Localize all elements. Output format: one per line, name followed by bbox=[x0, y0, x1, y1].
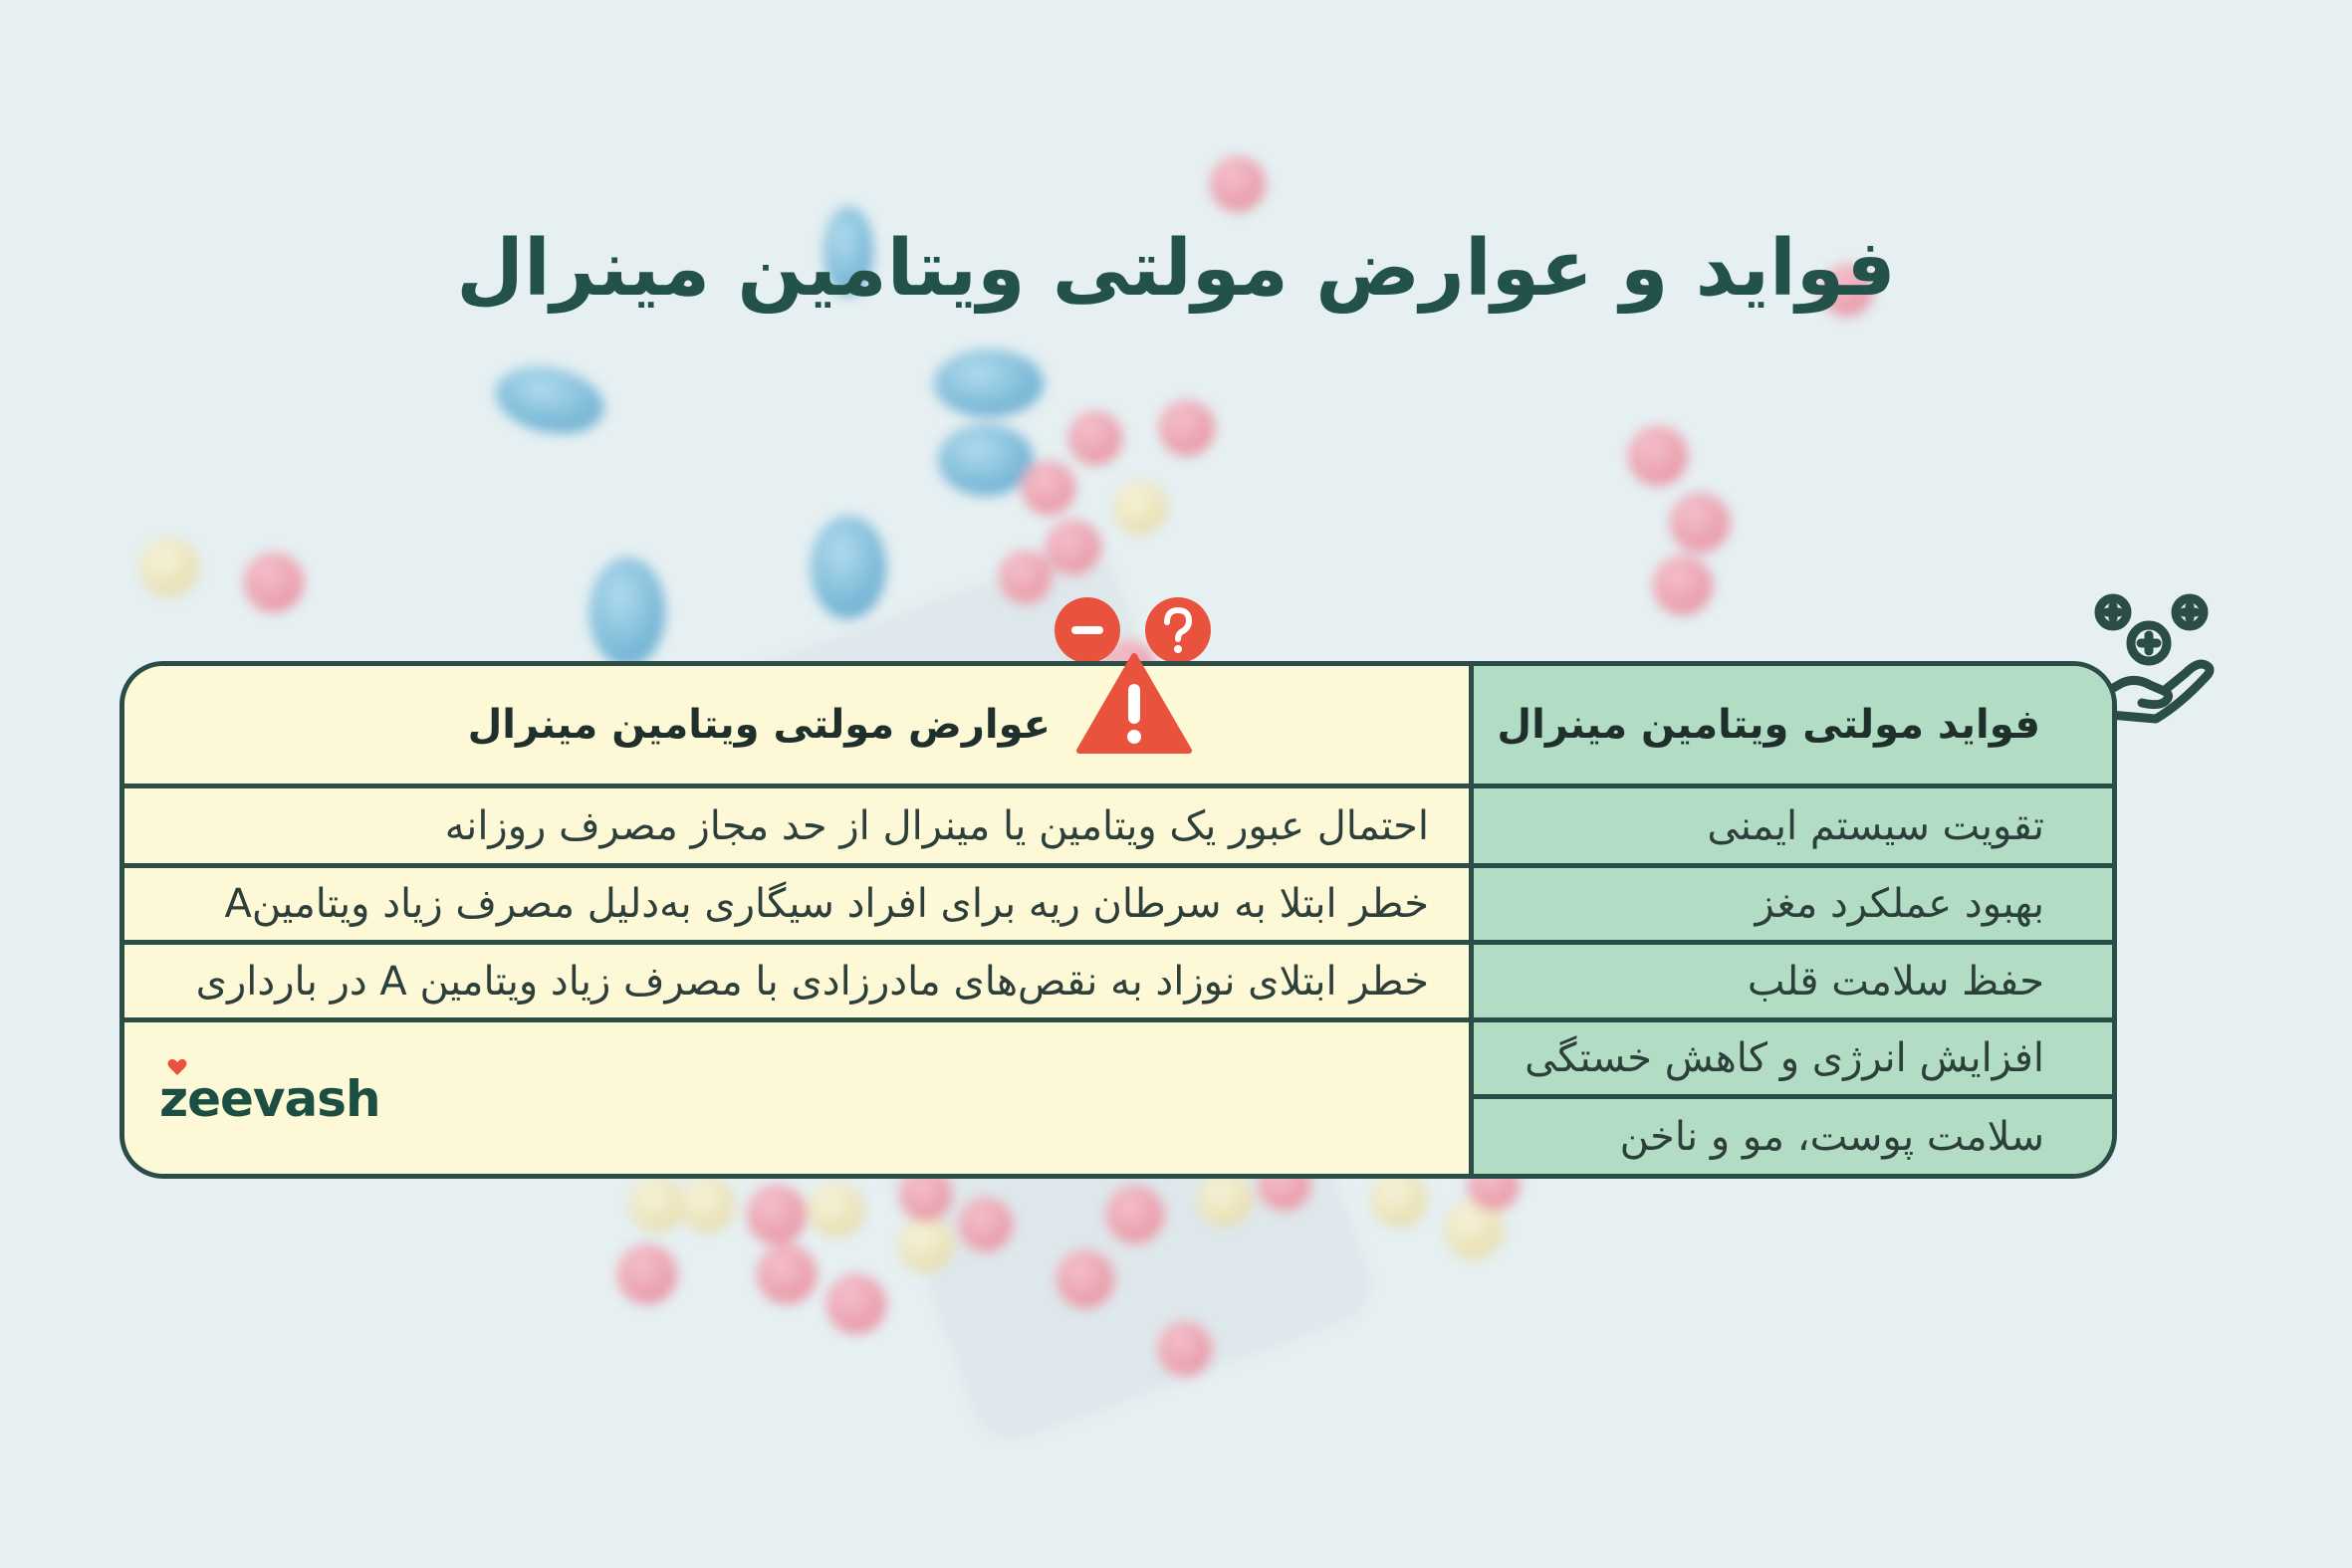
side-effect-row bbox=[124, 788, 1469, 863]
side-effects-header bbox=[124, 666, 1469, 784]
benefit-row bbox=[1474, 1022, 2112, 1094]
side-effect-text: احتمال عبور یک ویتامین یا مینرال از حد مجاز مصرف روزانه bbox=[444, 802, 1429, 849]
row-divider bbox=[124, 1017, 1469, 1022]
side-effect-row bbox=[124, 868, 1469, 940]
benefit-text: سلامت پوست، مو و ناخن bbox=[1619, 1113, 2044, 1160]
benefit-text: بهبود عملکرد مغز bbox=[1755, 881, 2044, 927]
brand-logo: zeevash bbox=[159, 1070, 380, 1128]
benefit-row bbox=[1474, 788, 2112, 863]
page-title: فواید و عوارض مولتی ویتامین مینرال bbox=[456, 224, 1896, 314]
benefits-column bbox=[1474, 666, 2112, 1174]
warning-triangle-icon bbox=[1075, 652, 1193, 755]
benefit-row bbox=[1474, 868, 2112, 940]
side-effect-row bbox=[124, 945, 1469, 1017]
benefit-row bbox=[1474, 1099, 2112, 1174]
benefits-header bbox=[1474, 666, 2112, 784]
side-effects-header-label: عوارض مولتی ویتامین مینرال bbox=[467, 702, 1051, 748]
benefits-header-label: فواید مولتی ویتامین مینرال bbox=[1497, 702, 2040, 748]
side-effect-text: خطر ابتلای نوزاد به نقص‌های مادرزادی با مصرف زیاد ویتامین A در بارداری bbox=[195, 958, 1429, 1005]
benefit-text: تقویت سیستم ایمنی bbox=[1707, 802, 2044, 849]
benefit-text: حفظ سلامت قلب bbox=[1747, 958, 2044, 1005]
benefit-text: افزایش انرژی و کاهش خستگی bbox=[1525, 1035, 2044, 1081]
benefit-row bbox=[1474, 945, 2112, 1017]
side-effect-text: خطر ابتلا به سرطان ریه برای افراد سیگاری به‌دلیل مصرف زیاد ویتامینA bbox=[224, 881, 1429, 927]
